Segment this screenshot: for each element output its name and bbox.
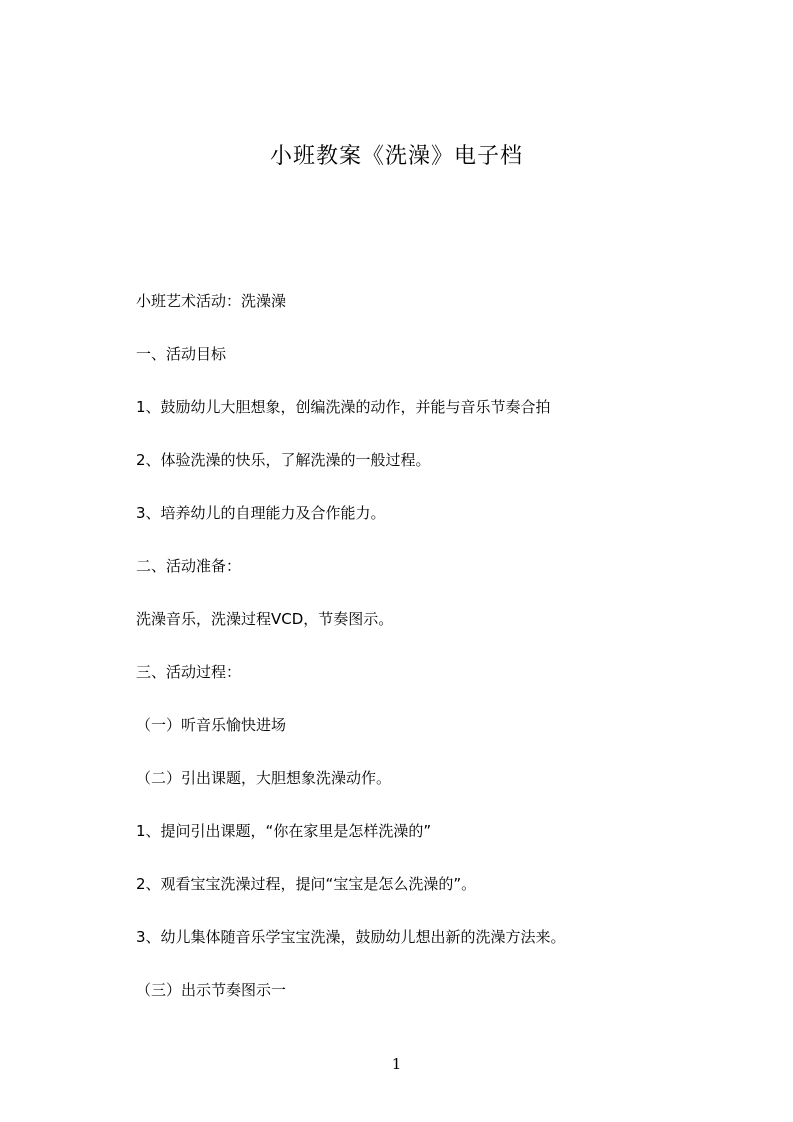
process-substep-2: 2、观看宝宝洗澡过程，提问“宝宝是怎么洗澡的”。 [136, 875, 477, 893]
document-title: 小班教案《洗澡》电子档 [269, 144, 523, 169]
process-step-1: （一）听音乐愉快进场 [136, 716, 287, 734]
goal-item-3: 3、培养幼儿的自理能力及合作能力。 [136, 504, 386, 522]
process-step-2: （二）引出课题，大胆想象洗澡动作。 [136, 769, 392, 787]
preparation-text: 洗澡音乐，洗澡过程VCD，节奏图示。 [136, 610, 394, 628]
subtitle-activity-name: 小班艺术活动：洗澡澡 [136, 292, 287, 310]
section-heading-process: 三、活动过程： [136, 663, 242, 681]
section-heading-preparation: 二、活动准备： [136, 557, 242, 575]
goal-item-2: 2、体验洗澡的快乐，了解洗澡的一般过程。 [136, 451, 431, 469]
page-number: 1 [391, 1055, 402, 1073]
goal-item-1: 1、鼓励幼儿大胆想象，创编洗澡的动作，并能与音乐节奏合拍 [136, 398, 551, 416]
process-substep-3: 3、幼儿集体随音乐学宝宝洗澡，鼓励幼儿想出新的洗澡方法来。 [136, 928, 566, 946]
process-step-3: （三）出示节奏图示一 [136, 981, 287, 999]
process-substep-1: 1、提问引出课题，“你在家里是怎样洗澡的” [136, 822, 432, 840]
section-heading-goals: 一、活动目标 [136, 345, 227, 363]
